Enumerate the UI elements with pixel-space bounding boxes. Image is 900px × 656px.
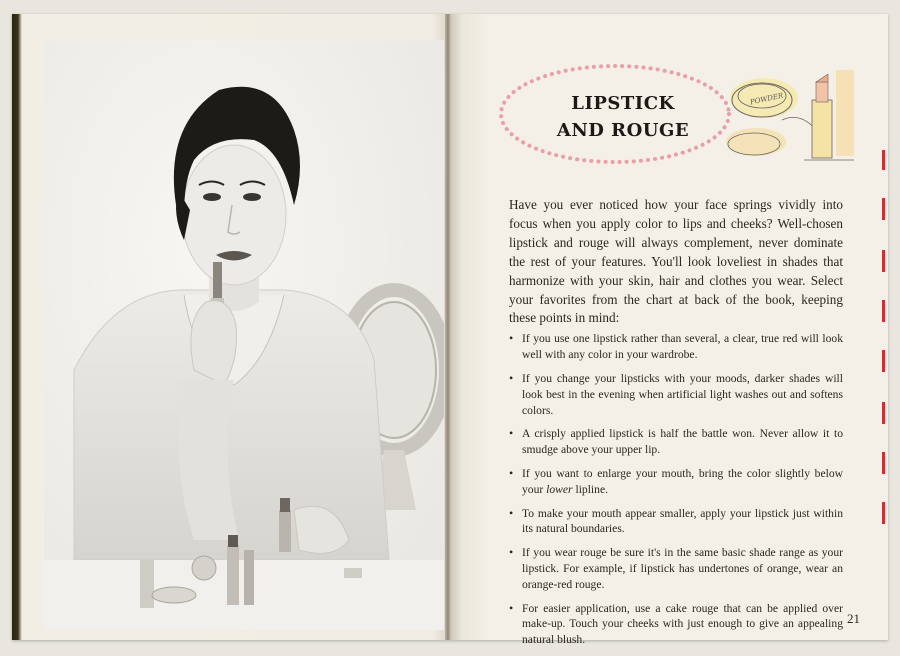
- title-line-1: LIPSTICK: [571, 93, 675, 114]
- tip-item: • A crisply applied lipstick is half the battle won. Never allow it to smudge above your upper lip.: [509, 426, 843, 458]
- tip-item: • If you use one lipstick rather than several, a clear, true red will look well with any color in your wardrobe.: [509, 331, 843, 363]
- tip-text: lipline.: [572, 482, 608, 496]
- tip-text: If you want to enlarge your mouth, bring the color slightly below your: [522, 466, 843, 496]
- page-edge-marks: [882, 150, 887, 540]
- page-title: [528, 90, 718, 144]
- title-line-2: AND ROUGE: [556, 120, 690, 141]
- book-spine: [445, 14, 451, 640]
- article-body: [509, 196, 843, 656]
- tip-item: • If you change your lipsticks with your moods, darker shades will look best in the evening when artificial light washes out and softens colors.: [509, 371, 843, 418]
- tips-list: [509, 331, 843, 648]
- tip-emphasis: lower: [546, 482, 573, 496]
- woman-lipstick-photo: [44, 40, 444, 630]
- tip-item: • To make your mouth appear smaller, apply your lipstick just within its natural boundaries.: [509, 506, 843, 538]
- page-number: 21: [847, 611, 860, 626]
- cosmetics-illustration: [724, 60, 870, 172]
- compact-label: POWDER: [749, 91, 784, 107]
- intro-paragraph: Have you ever noticed how your face springs vividly into focus when you apply color to lips and cheeks? Well-chosen lipstick and rouge will always complement, never dominate the rest of your features. You'll look loveliest in shades that harmonize with your skin, hair and clothes you wear. Select your favorites from the chart at back of the book, keeping these points in mind:: [509, 197, 843, 326]
- tip-item: [509, 466, 843, 498]
- tip-item: • For easier application, use a cake rouge that can be applied over make-up. Touch your cheeks with just enough to give an appealing natural blush.: [509, 601, 843, 648]
- tip-item: • If you wear rouge be sure it's in the same basic shade range as your lipstick. For example, if lipstick has undertones of orange, wear an orange-red rouge.: [509, 545, 843, 592]
